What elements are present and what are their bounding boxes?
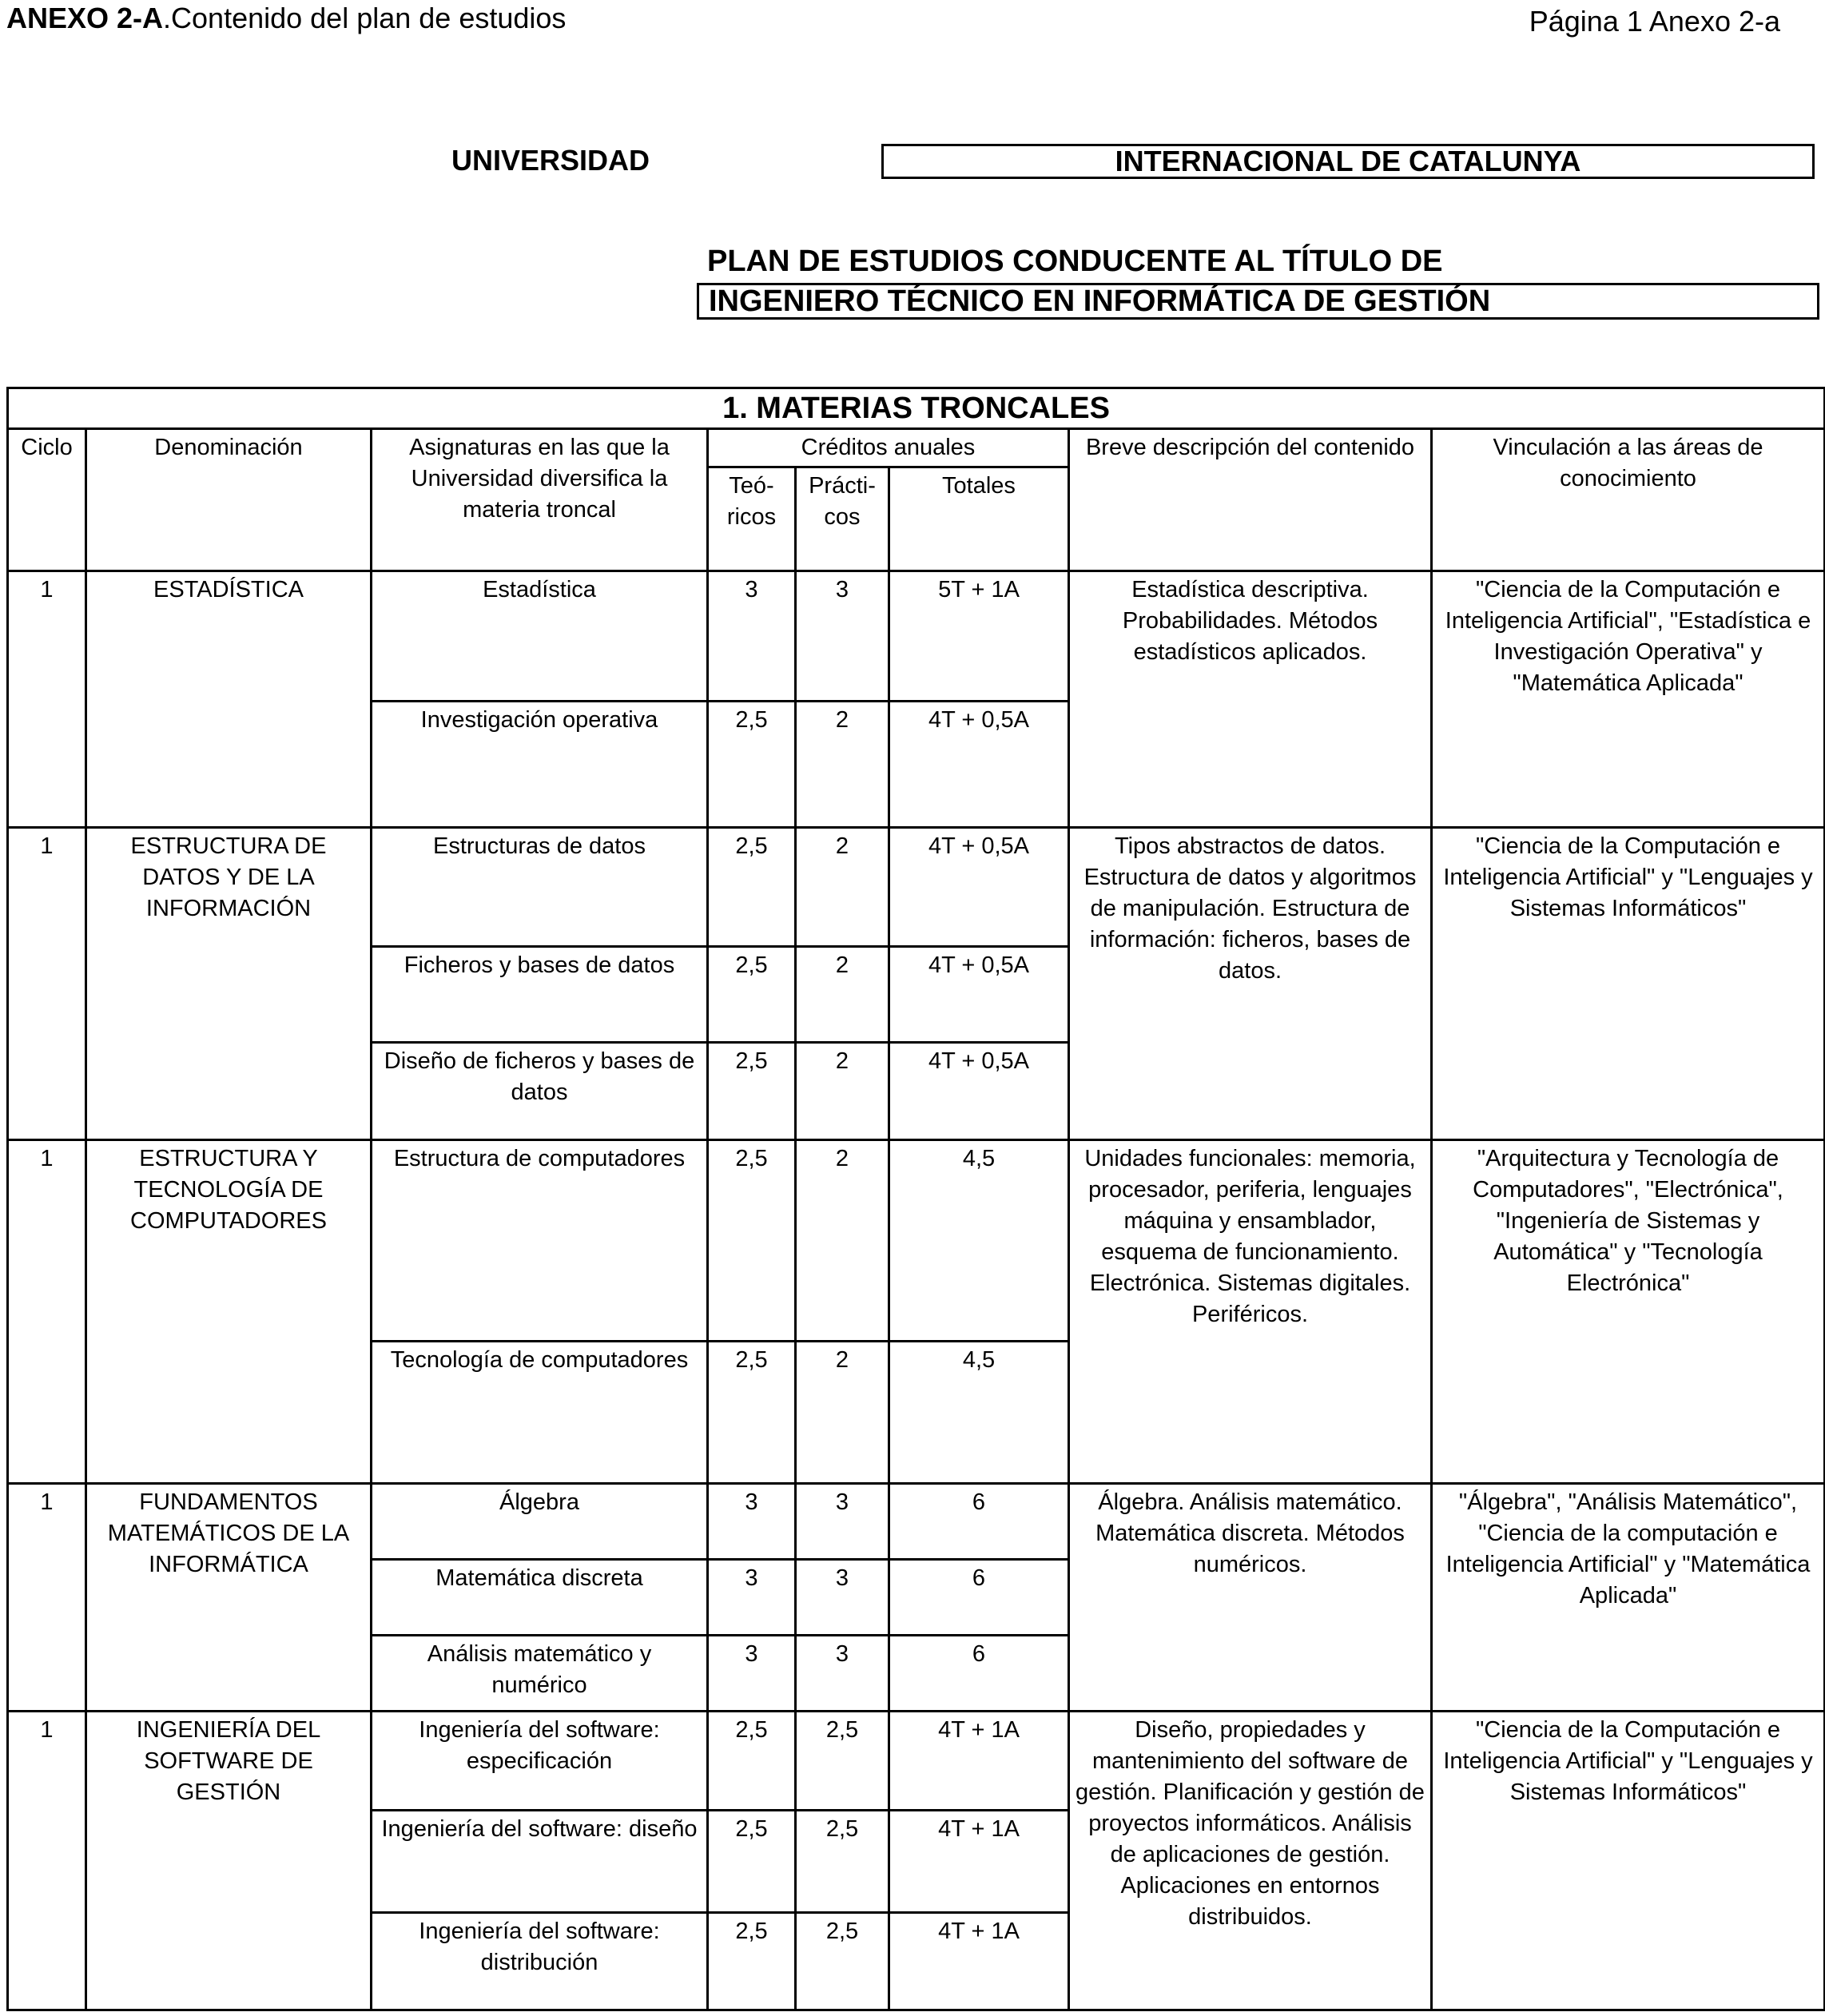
practicos-cell: 2,5 — [796, 1712, 889, 1811]
teoricos-cell: 3 — [708, 1484, 796, 1560]
vinculacion-cell: "Ciencia de la Computación e Inteligencia Artificial", "Estadística e Investigación Operativa" y "Matemática Aplicada" — [1432, 571, 1825, 828]
col-header-asignaturas: Asignaturas en las que la Universidad diversifica la materia troncal — [372, 429, 708, 571]
totales-cell: 6 — [889, 1560, 1069, 1636]
practicos-cell: 2 — [796, 1342, 889, 1484]
practicos-cell: 2,5 — [796, 1913, 889, 2010]
practicos-cell: 2,5 — [796, 1811, 889, 1913]
teoricos-cell: 2,5 — [708, 828, 796, 947]
totales-cell: 4T + 1A — [889, 1811, 1069, 1913]
table-row — [8, 1712, 1825, 1811]
vinculacion-cell: "Ciencia de la Computación e Inteligencia Artificial" y "Lenguajes y Sistemas Informáticos" — [1432, 1712, 1825, 2010]
descripcion-cell: Estadística descriptiva. Probabilidades. Métodos estadísticos aplicados. — [1069, 571, 1432, 828]
descripcion-cell: Unidades funcionales: memoria, procesador, periferia, lenguajes máquina y ensamblador, esquema de funcionamiento. Electrónica. Sistemas digitales. Periféricos. — [1069, 1140, 1432, 1484]
plan-title: PLAN DE ESTUDIOS CONDUCENTE AL TÍTULO DE — [707, 245, 1443, 278]
teoricos-cell: 2,5 — [708, 1712, 796, 1811]
practicos-cell: 2 — [796, 702, 889, 828]
asignatura-cell: Ficheros y bases de datos — [372, 947, 708, 1043]
practicos-cell: 2 — [796, 1043, 889, 1140]
practicos-cell: 2 — [796, 947, 889, 1043]
annex-label: ANEXO 2-A — [6, 2, 164, 34]
vinculacion-cell: "Arquitectura y Tecnología de Computadores", "Electrónica", "Ingeniería de Sistemas y Automática" y "Tecnología Electrónica" — [1432, 1140, 1825, 1484]
col-header-denominacion: Denominación — [86, 429, 372, 571]
university-label: UNIVERSIDAD — [451, 144, 650, 177]
denominacion-cell: FUNDAMENTOS MATEMÁTICOS DE LA INFORMÁTICA — [86, 1484, 372, 1712]
asignatura-cell: Ingeniería del software: diseño — [372, 1811, 708, 1913]
totales-cell: 4T + 0,5A — [889, 1043, 1069, 1140]
col-header-totales: Totales — [889, 467, 1069, 571]
ciclo-cell: 1 — [8, 571, 86, 828]
teoricos-cell: 2,5 — [708, 1140, 796, 1342]
descripcion-cell: Tipos abstractos de datos. Estructura de datos y algoritmos de manipulación. Estructura de información: ficheros, bases de datos. — [1069, 828, 1432, 1140]
asignatura-cell: Estructura de computadores — [372, 1140, 708, 1342]
degree-name: INGENIERO TÉCNICO EN INFORMÁTICA DE GESTIÓN — [697, 283, 1819, 320]
totales-cell: 4,5 — [889, 1342, 1069, 1484]
practicos-cell: 3 — [796, 571, 889, 702]
descripcion-cell: Diseño, propiedades y mantenimiento del software de gestión. Planificación y gestión de proyectos informáticos. Análisis de aplicaciones de gestión. Aplicaciones en entornos distribuidos. — [1069, 1712, 1432, 2010]
vinculacion-cell: "Ciencia de la Computación e Inteligencia Artificial" y "Lenguajes y Sistemas Informáticos" — [1432, 828, 1825, 1140]
asignatura-cell: Álgebra — [372, 1484, 708, 1560]
teoricos-cell: 2,5 — [708, 1913, 796, 2010]
totales-cell: 4T + 0,5A — [889, 947, 1069, 1043]
annex-title — [6, 2, 566, 35]
practicos-cell: 3 — [796, 1484, 889, 1560]
totales-cell: 4,5 — [889, 1140, 1069, 1342]
practicos-cell: 2 — [796, 1140, 889, 1342]
col-header-ciclo: Ciclo — [8, 429, 86, 571]
col-header-teoricos: Teó-ricos — [708, 467, 796, 571]
totales-cell: 6 — [889, 1484, 1069, 1560]
table-row — [8, 1484, 1825, 1560]
asignatura-cell: Análisis matemático y numérico — [372, 1636, 708, 1712]
asignatura-cell: Diseño de ficheros y bases de datos — [372, 1043, 708, 1140]
denominacion-cell: ESTADÍSTICA — [86, 571, 372, 828]
vinculacion-cell: "Álgebra", "Análisis Matemático", "Ciencia de la computación e Inteligencia Artificial" y "Matemática Aplicada" — [1432, 1484, 1825, 1712]
totales-cell: 6 — [889, 1636, 1069, 1712]
practicos-cell: 3 — [796, 1560, 889, 1636]
col-header-descripcion: Breve descripción del contenido — [1069, 429, 1432, 571]
university-name: INTERNACIONAL DE CATALUNYA — [881, 144, 1815, 179]
teoricos-cell: 2,5 — [708, 1342, 796, 1484]
ciclo-cell: 1 — [8, 828, 86, 1140]
table-row — [8, 1140, 1825, 1342]
teoricos-cell: 3 — [708, 1560, 796, 1636]
teoricos-cell: 3 — [708, 1636, 796, 1712]
col-header-practicos: Prácti-cos — [796, 467, 889, 571]
teoricos-cell: 2,5 — [708, 702, 796, 828]
denominacion-cell: ESTRUCTURA DE DATOS Y DE LA INFORMACIÓN — [86, 828, 372, 1140]
ciclo-cell: 1 — [8, 1484, 86, 1712]
denominacion-cell: ESTRUCTURA Y TECNOLOGÍA DE COMPUTADORES — [86, 1140, 372, 1484]
totales-cell: 4T + 0,5A — [889, 828, 1069, 947]
descripcion-cell: Álgebra. Análisis matemático. Matemática discreta. Métodos numéricos. — [1069, 1484, 1432, 1712]
totales-cell: 4T + 1A — [889, 1913, 1069, 2010]
asignatura-cell: Ingeniería del software: distribución — [372, 1913, 708, 2010]
ciclo-cell: 1 — [8, 1140, 86, 1484]
annex-description: .Contenido del plan de estudios — [163, 2, 567, 34]
totales-cell: 4T + 1A — [889, 1712, 1069, 1811]
asignatura-cell: Ingeniería del software: especificación — [372, 1712, 708, 1811]
asignatura-cell: Estructuras de datos — [372, 828, 708, 947]
table-row — [8, 571, 1825, 702]
col-header-creditos: Créditos anuales — [708, 429, 1069, 467]
asignatura-cell: Investigación operativa — [372, 702, 708, 828]
col-header-vinculacion: Vinculación a las áreas de conocimiento — [1432, 429, 1825, 571]
teoricos-cell: 2,5 — [708, 947, 796, 1043]
page-number: Página 1 Anexo 2-a — [1529, 5, 1780, 38]
table-row — [8, 828, 1825, 947]
section-title: 1. MATERIAS TRONCALES — [8, 388, 1825, 429]
teoricos-cell: 3 — [708, 571, 796, 702]
materias-troncales-table — [6, 387, 1825, 2011]
totales-cell: 5T + 1A — [889, 571, 1069, 702]
practicos-cell: 3 — [796, 1636, 889, 1712]
denominacion-cell: INGENIERÍA DEL SOFTWARE DE GESTIÓN — [86, 1712, 372, 2010]
totales-cell: 4T + 0,5A — [889, 702, 1069, 828]
asignatura-cell: Tecnología de computadores — [372, 1342, 708, 1484]
asignatura-cell: Estadística — [372, 571, 708, 702]
ciclo-cell: 1 — [8, 1712, 86, 2010]
teoricos-cell: 2,5 — [708, 1043, 796, 1140]
practicos-cell: 2 — [796, 828, 889, 947]
teoricos-cell: 2,5 — [708, 1811, 796, 1913]
asignatura-cell: Matemática discreta — [372, 1560, 708, 1636]
